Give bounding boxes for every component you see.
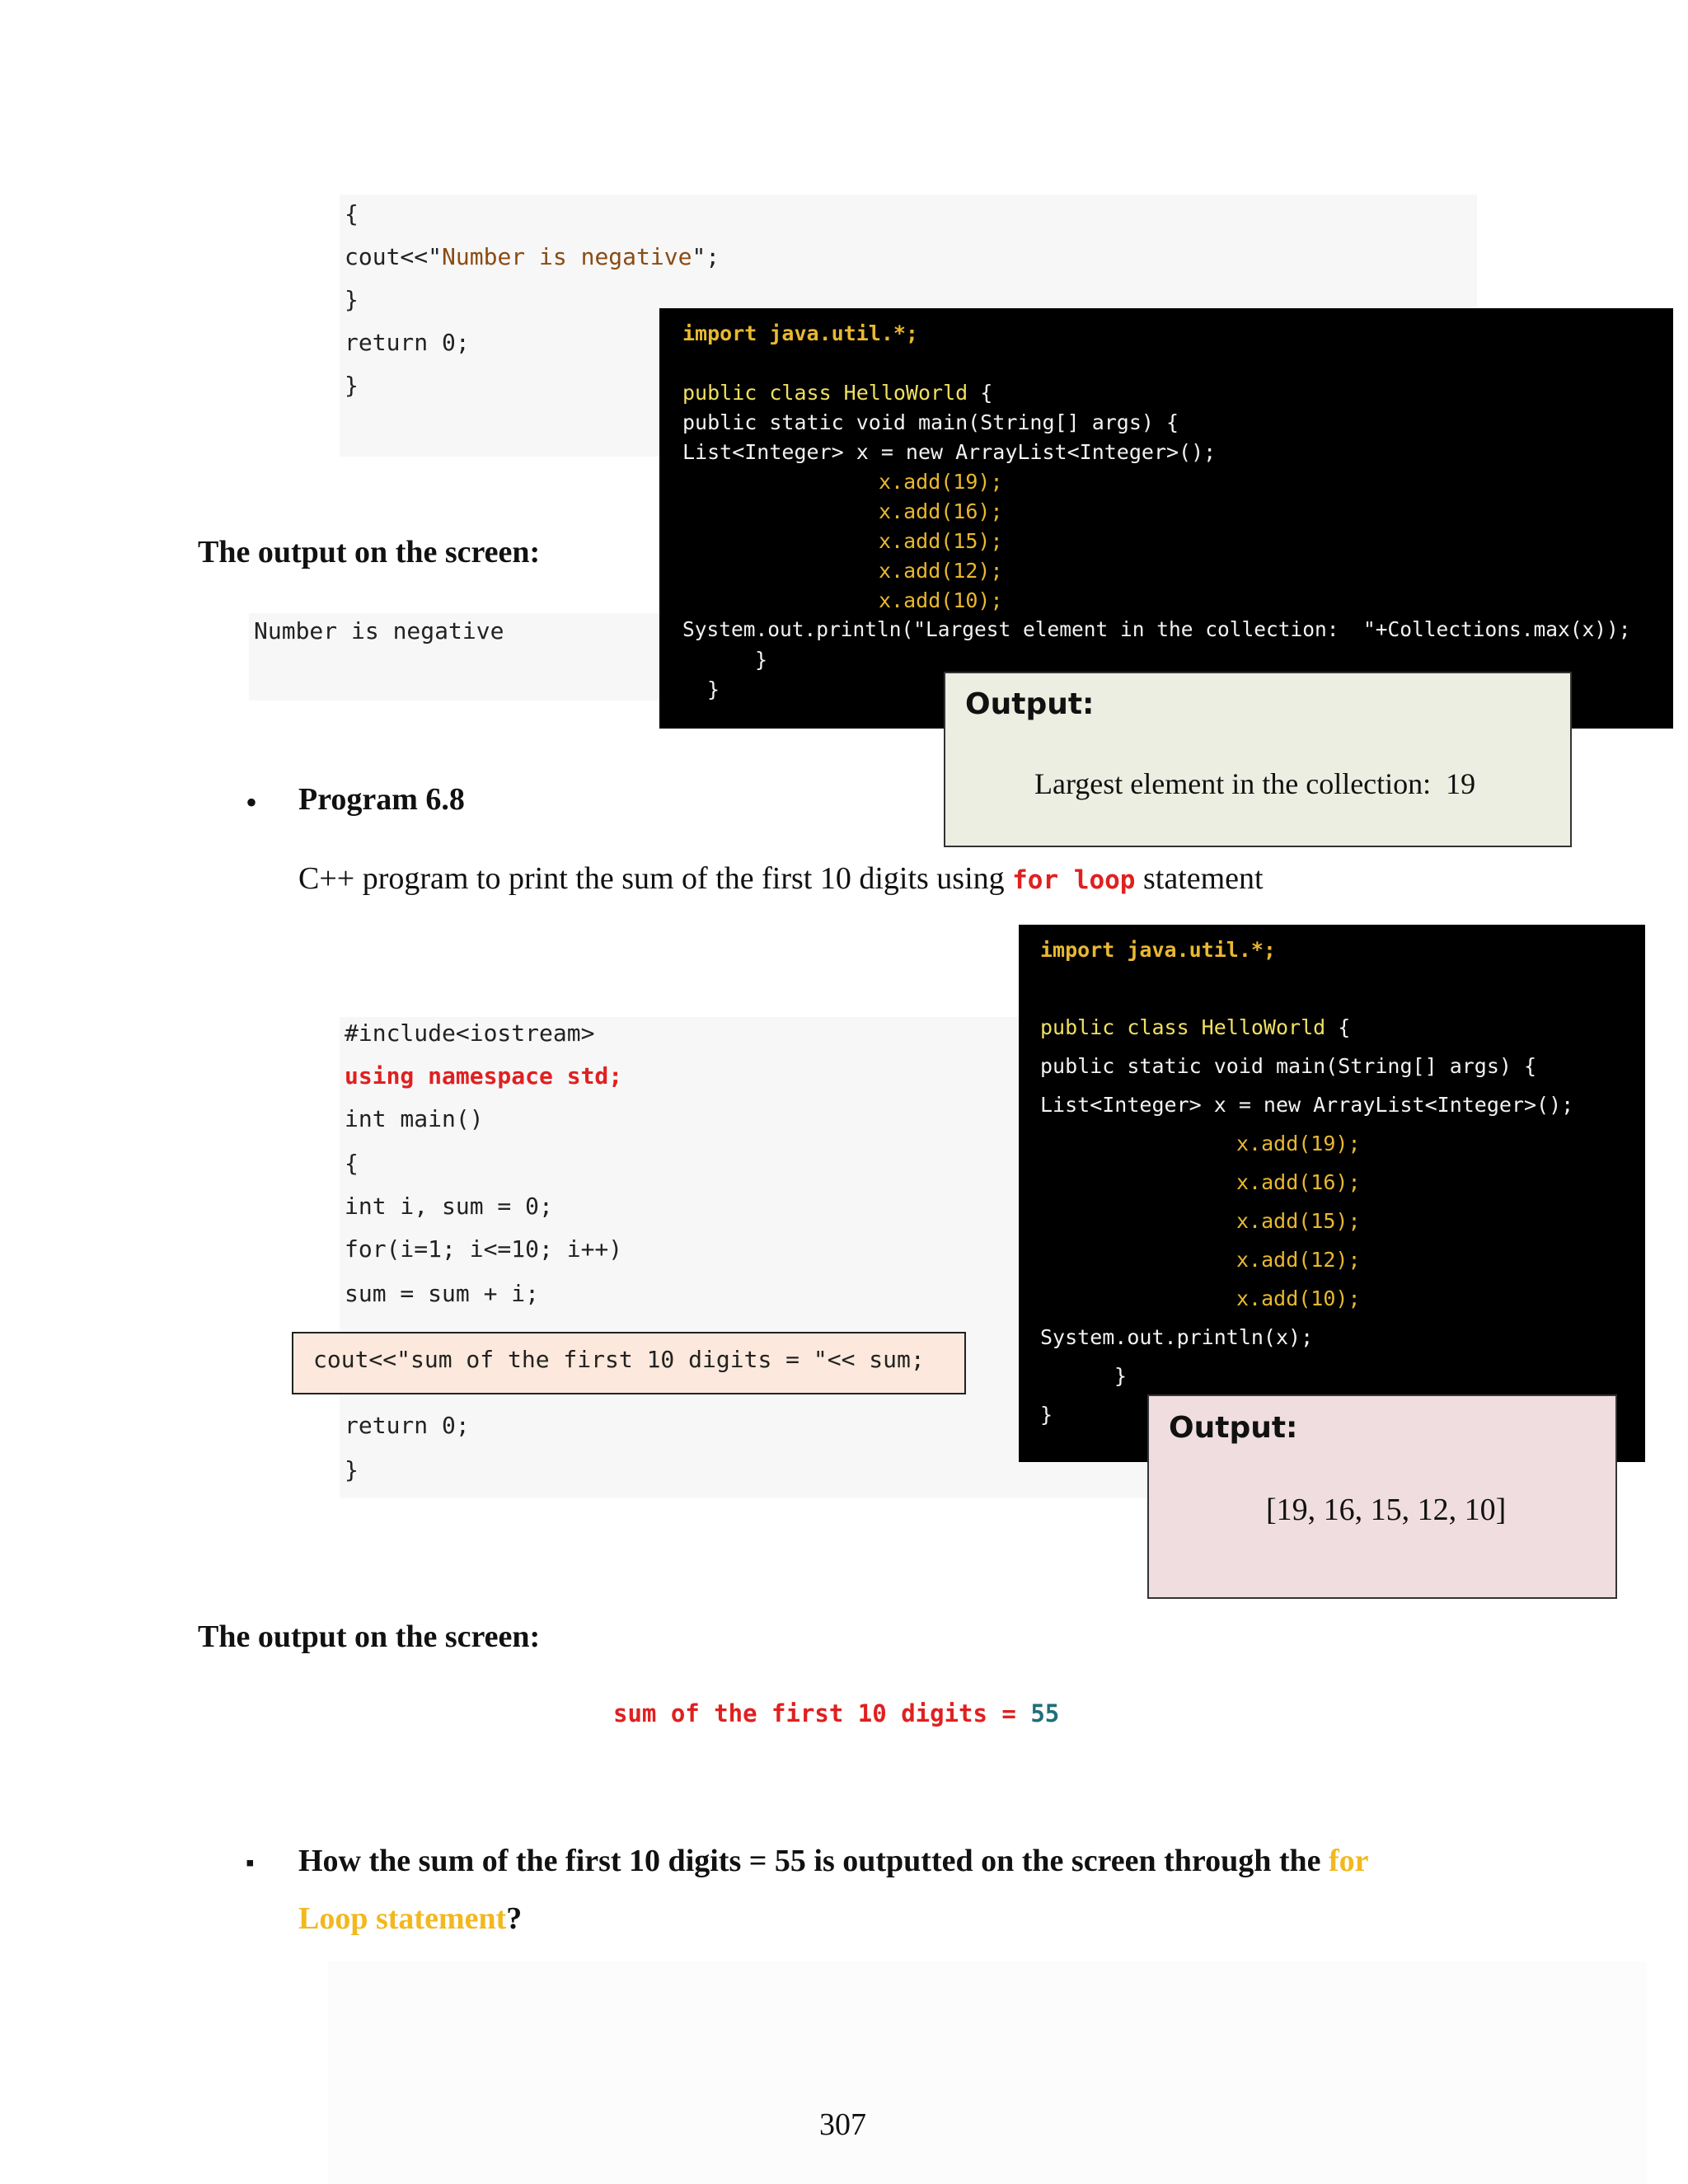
code-string: Number is negative — [442, 243, 692, 270]
java-class-decl: public class HelloWorld — [1040, 1015, 1326, 1039]
java-import: import java.util.*; — [682, 321, 918, 345]
question-text: How the sum of the first 10 digits = 55 is outputted on the screen through the — [298, 1844, 1329, 1878]
output-result-text: Largest element in the collection: 19 — [1034, 767, 1476, 800]
code-line: int i, sum = 0; — [345, 1193, 553, 1220]
question-line-2 — [298, 1900, 522, 1937]
code-text: "; — [692, 243, 720, 270]
code-line — [345, 243, 720, 270]
java-add-line: x.add(12); — [1236, 1248, 1361, 1272]
code-line: int main() — [345, 1105, 484, 1132]
java-list-line: List<Integer> x = new ArrayList<Integer>(); — [1040, 1093, 1574, 1117]
code-line-using: using namespace std; — [345, 1062, 623, 1090]
java-brace: { — [1325, 1015, 1351, 1039]
java-add-line: x.add(10); — [1236, 1286, 1361, 1310]
java-class-line — [682, 382, 992, 403]
java-add-line: x.add(15); — [1236, 1209, 1361, 1233]
output-title: Output: — [965, 687, 1095, 721]
java-println: System.out.println(x); — [1040, 1325, 1314, 1349]
program-result — [613, 1699, 1059, 1727]
java-code-panel-1 — [659, 308, 1673, 729]
java-add-line: x.add(16); — [1236, 1170, 1361, 1194]
code-line: #include<iostream> — [345, 1019, 595, 1047]
java-class-decl: public class HelloWorld — [682, 381, 968, 405]
result-label: sum of the first 10 digits = — [613, 1699, 1016, 1727]
code-line: { — [345, 200, 359, 227]
code-line: for(i=1; i<=10; i++) — [345, 1235, 623, 1263]
code-text: cout<<" — [345, 243, 443, 270]
java-main-line: public static void main(String[] args) { — [1040, 1054, 1537, 1078]
code-line: sum = sum + i; — [345, 1280, 540, 1307]
question-for: for — [1329, 1844, 1369, 1878]
question-mark: ? — [506, 1901, 523, 1936]
keyword-loop: loop — [1073, 865, 1136, 895]
java-add-line: x.add(19); — [879, 470, 1003, 494]
space — [1016, 1699, 1030, 1727]
code-line: return 0; — [345, 329, 470, 356]
java-main-line: public static void main(String[] args) { — [682, 410, 1179, 434]
desc-text: statement — [1135, 861, 1264, 896]
java-println: System.out.println("Largest element in the collection: "+Collections.max(x)); — [682, 617, 1631, 641]
java-import: import java.util.*; — [1040, 938, 1276, 962]
background-shade — [328, 1961, 1647, 2184]
java-add-line: x.add(19); — [1236, 1132, 1361, 1155]
program-description — [298, 860, 1264, 897]
code-line-cout: cout<<"sum of the first 10 digits = "<< sum; — [313, 1346, 925, 1373]
java-add-line: x.add(16); — [879, 499, 1003, 523]
java-add-line: x.add(12); — [879, 559, 1003, 583]
java-close-brace: } — [707, 677, 720, 701]
java-close-brace: } — [755, 648, 768, 672]
java-brace: { — [968, 381, 993, 405]
question-line-1 — [298, 1843, 1369, 1879]
output-text: Number is negative — [254, 617, 504, 644]
java-list-line: List<Integer> x = new ArrayList<Integer>(); — [682, 440, 1217, 464]
square-bullet: ▪ — [246, 1849, 255, 1877]
output-title: Output: — [1169, 1411, 1298, 1445]
java-close-brace: } — [1040, 1403, 1053, 1427]
code-line: } — [345, 372, 359, 399]
bullet: • — [246, 784, 258, 821]
output-result-text: [19, 16, 15, 12, 10] — [1266, 1493, 1507, 1527]
page-number: 307 — [819, 2107, 866, 2142]
code-line: return 0; — [345, 1412, 470, 1439]
result-value: 55 — [1030, 1699, 1060, 1727]
program-title: Program 6.8 — [298, 782, 465, 817]
java-add-line: x.add(15); — [879, 529, 1003, 553]
question-loop: Loop statement — [298, 1901, 507, 1936]
desc-text: C++ program to print the sum of the first 10 digits using — [298, 861, 1013, 896]
code-line: } — [345, 286, 359, 313]
code-line: { — [345, 1150, 359, 1177]
output-heading: The output on the screen: — [198, 1619, 541, 1654]
space — [1058, 865, 1074, 895]
java-close-brace: } — [1114, 1364, 1128, 1388]
code-line: } — [345, 1456, 359, 1483]
java-class-line — [1040, 1017, 1350, 1038]
java-add-line: x.add(10); — [879, 588, 1003, 612]
output-heading: The output on the screen: — [198, 535, 541, 569]
keyword-for: for — [1012, 865, 1059, 895]
